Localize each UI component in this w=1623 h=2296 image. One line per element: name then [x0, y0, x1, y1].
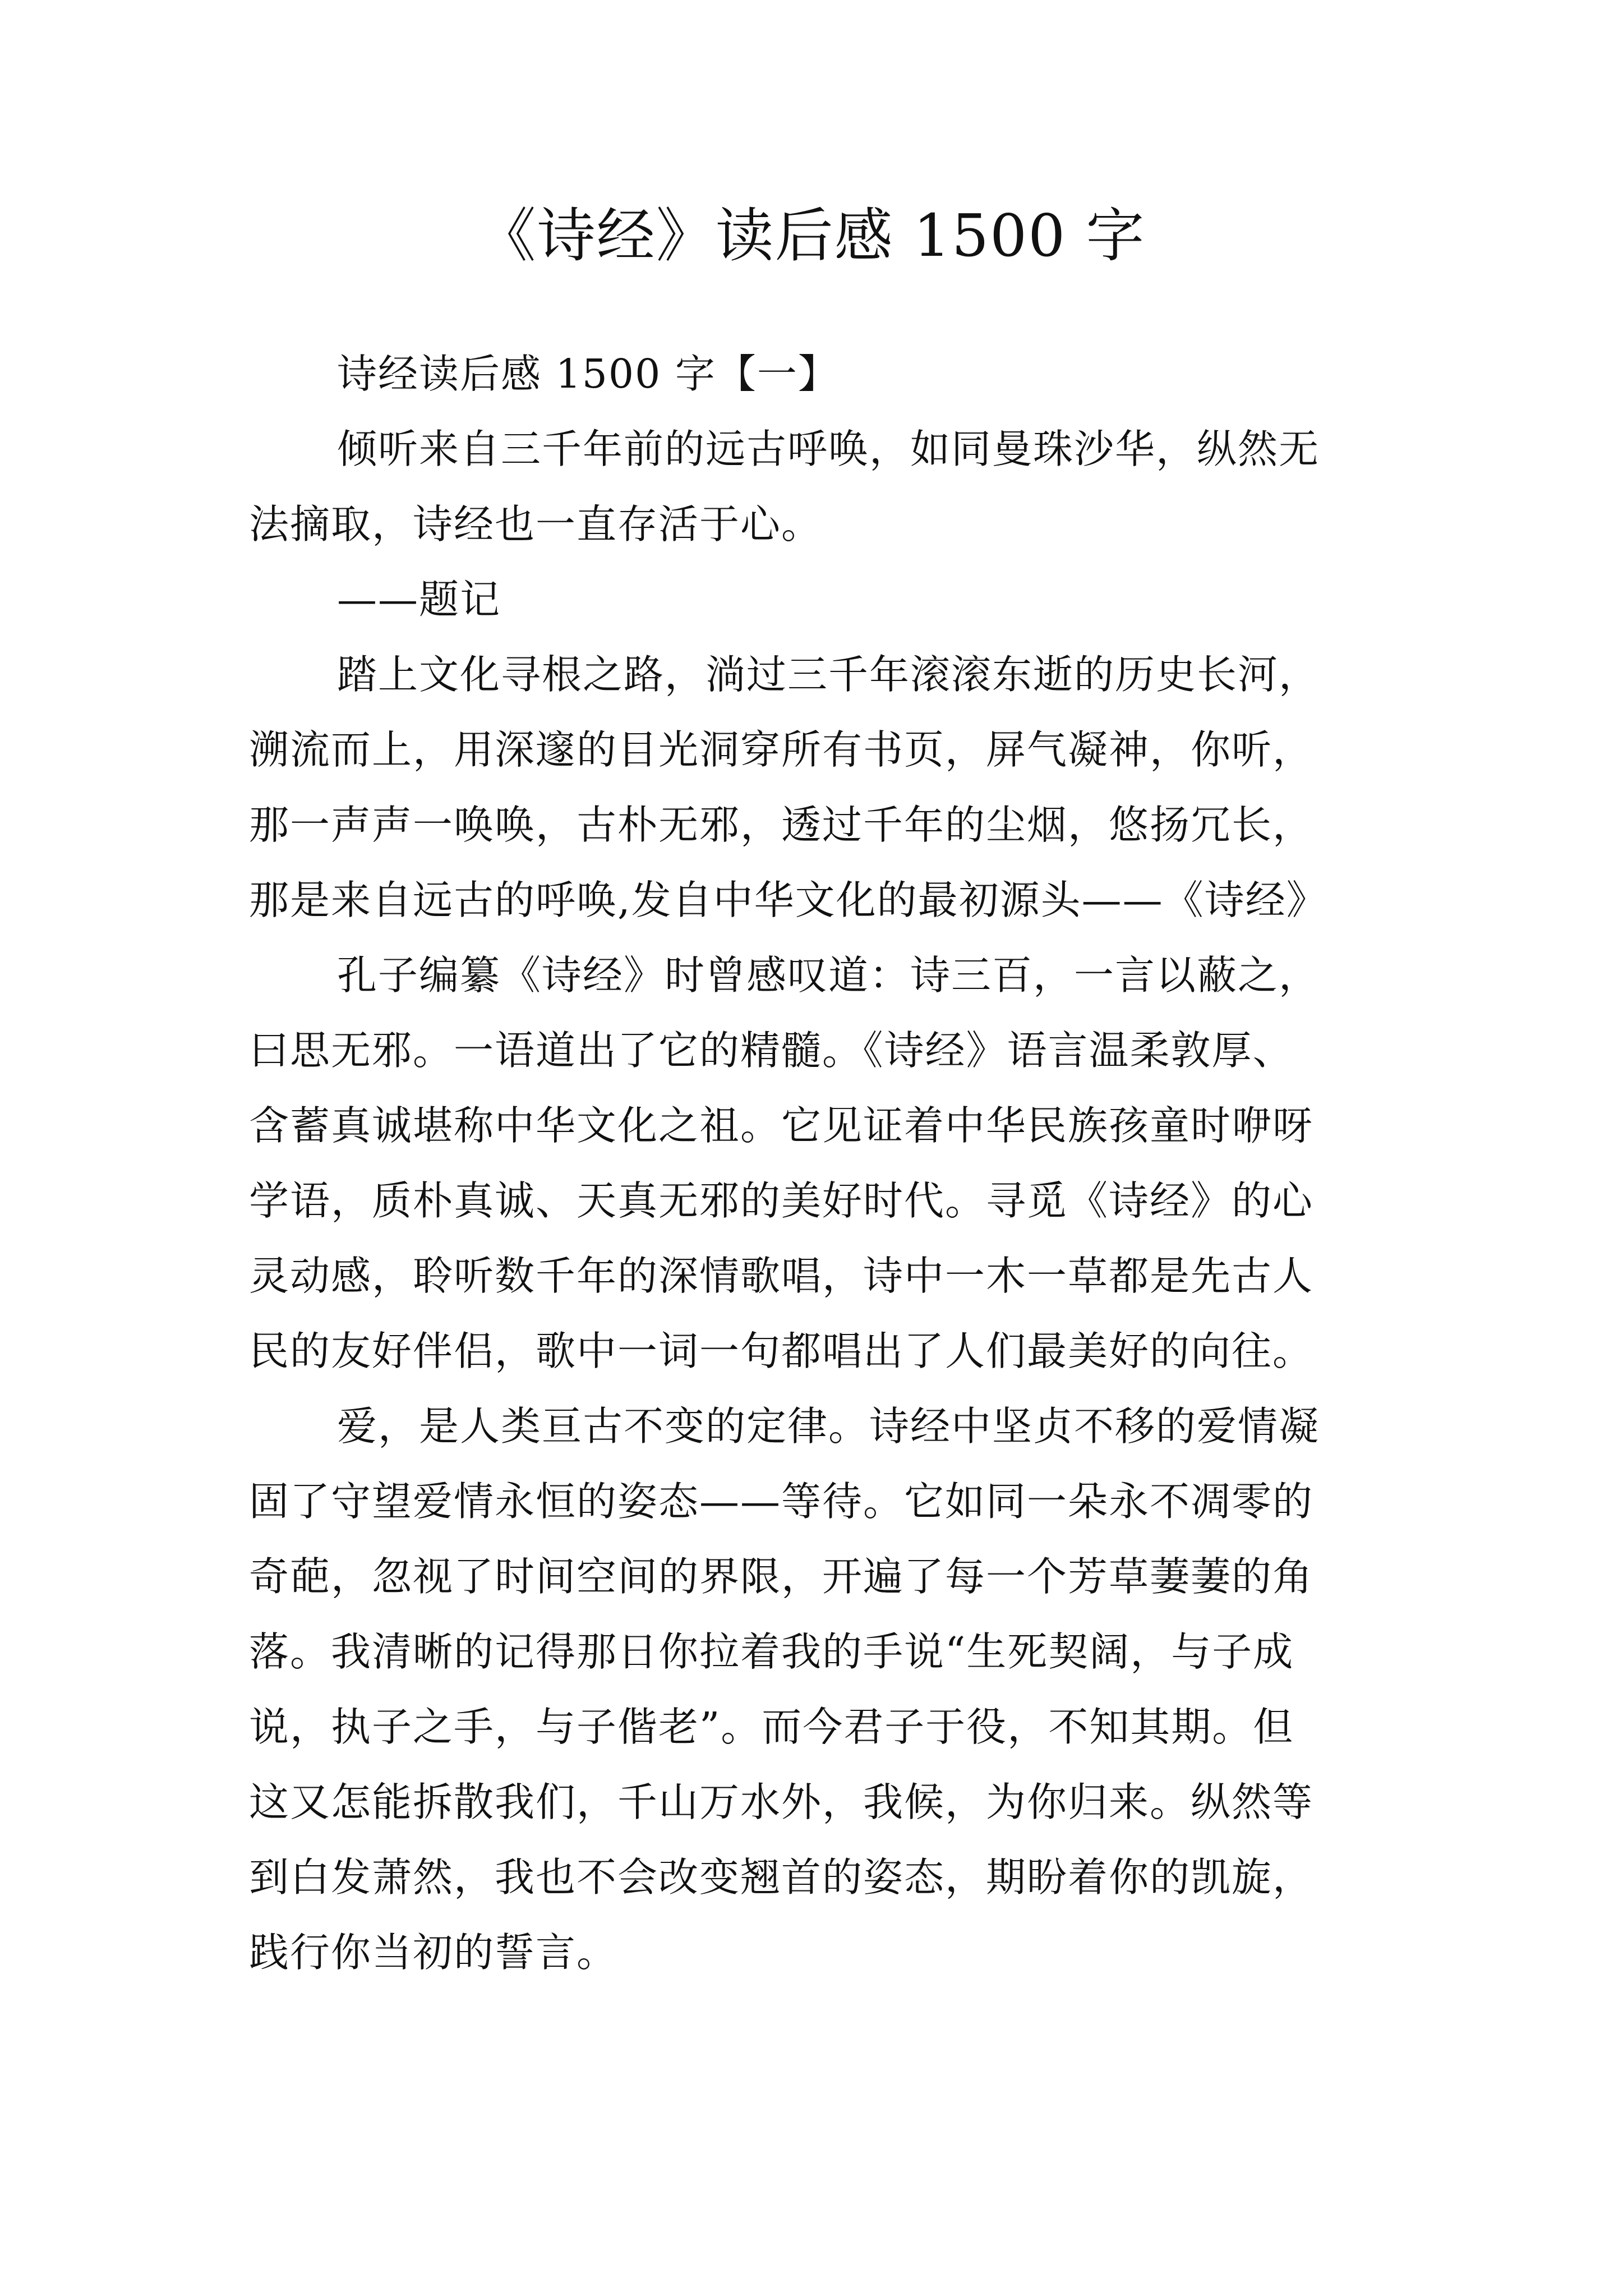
text-line: 说，执子之手，与子偕老”。而今君子于役，不知其期。但	[249, 1704, 1294, 1750]
text-line: 民的友好伴侣，歌中一词一句都唱出了人们最美好的向往。	[249, 1328, 1314, 1374]
text-line: 灵动感，聆听数千年的深情歌唱，诗中一木一草都是先古人	[249, 1253, 1314, 1299]
text-line: 倾听来自三千年前的远古呼唤，如同曼珠沙华，纵然无	[337, 426, 1320, 472]
text-line: 爱，是人类亘古不变的定律。诗经中坚贞不移的爱情凝	[337, 1403, 1320, 1450]
text-line: 到白发萧然，我也不会改变翘首的姿态，期盼着你的凯旋，	[249, 1854, 1314, 1901]
text-line: 法摘取，诗经也一直存活于心。	[249, 501, 823, 547]
text-line: 曰思无邪。一语道出了它的精髓。《诗经》语言温柔敦厚、	[249, 1027, 1294, 1074]
text-line: 溯流而上，用深邃的目光洞穿所有书页，屏气凝神，你听，	[249, 726, 1314, 773]
text-line: 踏上文化寻根之路，淌过三千年滚滚东逝的历史长河，	[337, 651, 1320, 698]
text-line: 孔子编纂《诗经》时曾感叹道：诗三百，一言以蔽之，	[337, 952, 1320, 999]
document-body	[249, 337, 1404, 1990]
text-line: 那是来自远古的呼唤,发自中华文化的最初源头——《诗经》	[249, 877, 1327, 923]
text-line: 落。我清晰的记得那日你拉着我的手说“生死契阔，与子成	[249, 1628, 1294, 1675]
text-line: 那一声声一唤唤，古朴无邪，透过千年的尘烟，悠扬冗长，	[249, 802, 1314, 848]
text-line: 这又怎能拆散我们，千山万水外，我候，为你归来。纵然等	[249, 1779, 1314, 1825]
text-line: 践行你当初的誓言。	[249, 1929, 618, 1976]
text-line: 诗经读后感 1500 字【一】	[337, 351, 839, 397]
text-line: 含蓄真诚堪称中华文化之祖。它见证着中华民族孩童时咿呀	[249, 1102, 1314, 1149]
text-line: 奇葩，忽视了时间空间的界限，开遍了每一个芳草萋萋的角	[249, 1553, 1314, 1600]
text-line: 固了守望爱情永恒的姿态——等待。它如同一朵永不凋零的	[249, 1478, 1314, 1525]
text-line: ——题记	[337, 576, 501, 623]
document-title: 《诗经》读后感 1500 字	[477, 201, 1146, 270]
text-line: 学语，质朴真诚、天真无邪的美好时代。寻觅《诗经》的心	[249, 1177, 1314, 1224]
